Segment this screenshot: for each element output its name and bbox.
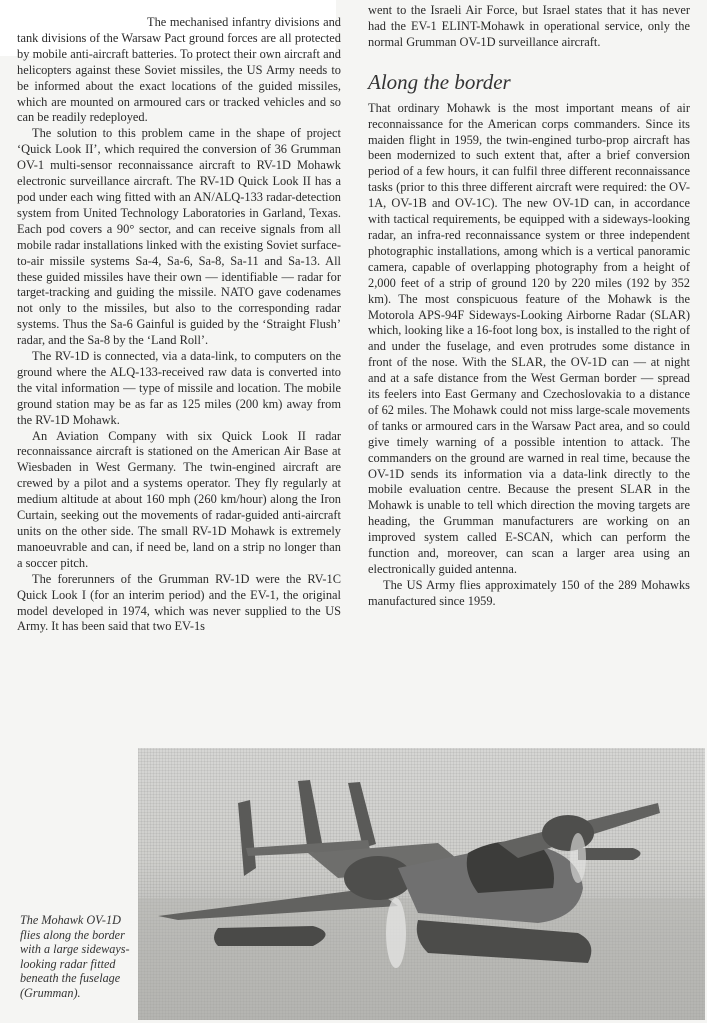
paragraph: The mechanised infantry divisions and tank divisions of the Warsaw Pact ground forces are all protected by mobile anti-aircraft batteries. To protect their own aircraft and helicopters against these Soviet missiles, the US Army needs to be informed about the exact locations of the guided missiles, which are mounted on armoured cars or tracked vehicles and so can be readily redeployed. — [17, 15, 341, 125]
paragraph: The forerunners of the Grumman RV-1D were the RV-1C Quick Look I (for an interim period) and the EV-1, the original model developed in 1974, which was never supplied to the US Army. It has been said that two EV-1s — [17, 571, 341, 634]
mohawk-aircraft-illustration — [138, 748, 705, 1020]
section-heading: Along the border — [368, 69, 511, 94]
aircraft-photo — [138, 748, 705, 1020]
paragraph: That ordinary Mohawk is the most important means of air reconnaissance for the American corps commanders. Since its maiden flight in 1959, the twin-engined turbo-prop aircraft has been modernized to such extent that, after a brief conversion period of a few hours, it can fulfil three different reconnaissance tasks (prior to this three different aircraft were required: the OV-1A, OV-1B and OV-1C). The new OV-1D can, in accordance with tactical requirements, be equipped with a sideways-looking radar, an infra-red reconnaissance system or three independent photographic installations, among which is a vertical panoramic camera, capable of overlapping photography from a height of 2,000 feet of a strip of ground 120 by 220 miles (192 by 352 km). The most conspicuous feature of the Mohawk is the Motorola APS-94F Sideways-Looking Airborne Radar (SLAR) which, looking like a 16-foot long box, is installed to the right of and under the fuselage, and even protrudes some distance in front of the nose. With the SLAR, the OV-1D can — at night and at a safe distance from the West German border — spread its feelers into East Germany and Czechoslovakia to a distance of 62 miles. The Mohawk could not miss large-scale movements of tanks or armoured cars in the Warsaw Pact area, and so could give timely warning of a possible intention to attack. The commanders on the ground are warned in real time, because the OV-1D sends its information via a data-link directly to the mobile evaluation centre. Because the present SLAR in the Mohawk is unable to tell which direction the moving targets are heading, the Grumman manufacturers are working on an improved system called E-SCAN, which can perform the function and, moreover, can scan a larger area using an electronically guided antenna. — [368, 100, 690, 576]
paragraph: The solution to this problem came in the shape of project ‘Quick Look II’, which required the conversion of 36 Grumman OV-1 multi-sensor reconnaissance aircraft to RV-1D Mohawk electronic surveillance aircraft. The RV-1D Quick Look II has a pod under each wing fitted with an AN/ALQ-133 radar-detection system from United Technology Laboratories in Garland, Texas. Each pod covers a 90° sector, and can receive signals from all mobile radar installations linked with the existing Soviet surface-to-air missile systems Sa-4, Sa-6, Sa-8, Sa-11 and Sa-13. All these guided missiles have their own — identifiable — radar for target-tracking and guiding the missile. NATO gave codenames not only to the missiles, but also to the corresponding radar systems. Thus the Sa-6 Gainful is guided by the ‘Straight Flush’ radar, and the Sa-8 by the ‘Land Roll’. — [17, 126, 341, 348]
paragraph: The RV-1D is connected, via a data-link, to computers on the ground where the ALQ-133-received raw data is converted into the vital information — type of missile and location. The mobile ground station may be as far as 125 miles (200 km) away from the RV-1D Mohawk. — [17, 349, 341, 427]
paragraph: The US Army flies approximately 150 of the 289 Mohawks manufactured since 1959. — [368, 577, 690, 608]
paragraph-continuation: went to the Israeli Air Force, but Israel states that it has never had the EV-1 ELINT-Mohawk in operational service, only the normal Grumman OV-1D surveillance aircraft. — [368, 3, 690, 49]
left-column — [17, 15, 341, 635]
paragraph: An Aviation Company with six Quick Look II radar reconnaissance aircraft is stationed on the American Air Base at Wiesbaden in West Germany. The twin-engined aircraft are crewed by a pilot and a systems operator. They fly regularly at medium altitude at about 160 mph (260 km/hour) along the Iron Curtain, seeking out the movements of radar-guided anti-aircraft units on the other side. The small RV-1D Mohawk is extremely manoeuvrable and can, if need be, land on a strip no longer than a soccer pitch. — [17, 428, 341, 570]
right-column — [368, 3, 690, 610]
figure-caption: The Mohawk OV-1D flies along the border with a large sideways-looking radar fitted beneath the fuselage (Grumman). — [20, 913, 130, 1000]
